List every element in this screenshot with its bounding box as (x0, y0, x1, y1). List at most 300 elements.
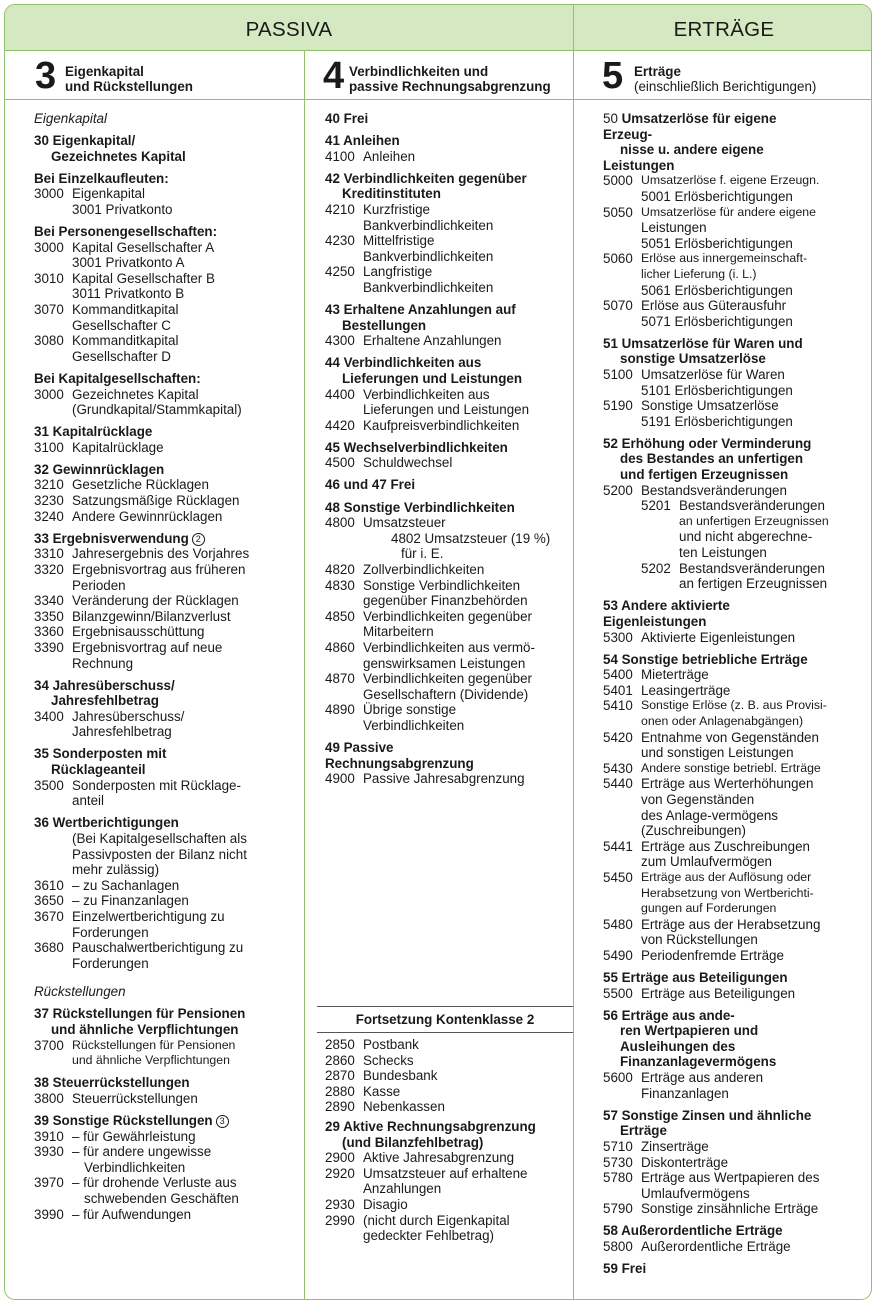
account-text: 3310 (34, 546, 64, 562)
account-text: Verbindlichkeiten gegenüber (363, 608, 532, 624)
account-text: Kommanditkapital (72, 302, 179, 318)
class-5-accounts (603, 111, 871, 1277)
footnote-2-marker: 2 (192, 533, 205, 546)
account-text: Umsatzerlöse für andere eigene (641, 204, 816, 219)
account-row (325, 515, 571, 531)
account-text: Kurzfristige (363, 201, 430, 217)
account-text: Umsatzerlöse für Waren (641, 367, 785, 382)
account-text: Verbindlichkeiten (363, 717, 465, 733)
header-band (5, 5, 871, 51)
account-text: Verbindlichkeiten (84, 1159, 186, 1175)
account-row (603, 1170, 871, 1186)
account-row (603, 698, 871, 714)
account-text: 3670 (34, 908, 64, 924)
account-text: Ergebnisvortrag auf neue (72, 639, 223, 655)
account-row (603, 251, 871, 267)
class-title (634, 65, 816, 94)
account-text: Bundesbank (363, 1068, 438, 1084)
account-line (603, 189, 871, 205)
account-text: 4500 (325, 455, 355, 471)
account-row (34, 709, 296, 725)
account-text: 3230 (34, 493, 64, 509)
account-text: Erlöse aus Güterausfuhr (641, 298, 787, 314)
account-text: Postbank (363, 1037, 419, 1052)
account-text: Zollverbindlichkeiten (363, 561, 485, 577)
account-text: – zu Sachanlagen (72, 877, 180, 893)
account-text: 5050 (603, 204, 633, 220)
account-text: und fertigen Erzeugnissen (620, 467, 789, 483)
account-text: Erträge aus der Auflösung oder (641, 869, 812, 884)
account-text: Bestandsveränderungen (641, 482, 787, 498)
account-text: Lieferungen und Leistungen (363, 402, 530, 418)
account-text: Pauschalwertberichtigung zu (72, 940, 244, 956)
account-row (34, 493, 296, 509)
account-text: licher Lieferung (i. L.) (641, 266, 757, 281)
account-row (325, 1197, 571, 1213)
account-text: 2930 (325, 1196, 355, 1212)
divider (317, 1032, 573, 1033)
account-group: 45 Wechselverbindlichkeiten (325, 439, 508, 455)
account-row (34, 271, 296, 287)
account-row (603, 870, 871, 886)
account-row (603, 839, 871, 855)
account-text: Rückstellungen für Pensionen (72, 1037, 236, 1052)
account-row (325, 1037, 571, 1053)
account-text: 3910 (34, 1128, 64, 1144)
continuation-heading: Fortsetzung Kontenklasse 2 (355, 1012, 535, 1027)
account-text: Bankverbindlichkeiten (363, 248, 494, 264)
account-text: von Gegenständen (641, 791, 755, 807)
account-row (34, 333, 296, 349)
account-text: 5780 (603, 1170, 633, 1186)
account-row (325, 455, 571, 471)
account-text: Jahresüberschuss/ (72, 708, 185, 724)
column-divider (304, 51, 305, 1299)
account-text: Veränderung der Rücklagen (72, 593, 239, 609)
account-row (34, 1091, 296, 1107)
account-text: gedeckter Fehlbetrag) (363, 1228, 495, 1244)
account-row (603, 483, 871, 499)
account-text: 5441 (603, 838, 633, 854)
account-row (325, 1099, 571, 1115)
account-text: Sonstige Umsatzerlöse (641, 398, 779, 414)
account-text: Erhaltene Anzahlungen (363, 333, 502, 349)
account-text: gegenüber Finanzbehörden (363, 593, 528, 609)
account-text: Kapitalrücklage (72, 439, 164, 455)
account-text: Bankverbindlichkeiten (363, 217, 494, 233)
account-text: Aktivierte Eigenleistungen (641, 629, 796, 645)
ertraege-title: ERTRÄGE (673, 18, 775, 41)
account-text: Erträge aus Zuschreibungen (641, 838, 810, 854)
class-3-header (5, 51, 304, 100)
account-text: 3000 (34, 186, 64, 202)
account-text: Erträge aus anderen (641, 1070, 764, 1086)
account-text: Erträge (634, 64, 681, 79)
account-row (325, 387, 571, 403)
account-text: anteil (72, 793, 105, 809)
account-text: Verbindlichkeiten aus (363, 386, 490, 402)
account-row (325, 1213, 571, 1229)
account-text: Rückstellungen (34, 984, 126, 1000)
account-text: 3000 (34, 386, 64, 402)
account-text: Einzelwertberichtigung zu (72, 908, 225, 924)
account-text: Sonstige Erlöse (z. B. aus Provisi- (641, 698, 827, 713)
account-row (34, 1038, 296, 1054)
account-text: 5070 (603, 298, 633, 314)
account-text: Nebenkassen (363, 1099, 445, 1115)
account-text: Steuerrückstellungen (72, 1090, 198, 1106)
account-row (325, 562, 571, 578)
divider (317, 1006, 573, 1007)
account-group: 56 Erträge aus ande- (603, 1007, 735, 1023)
account-text: 4860 (325, 639, 355, 655)
account-text: 2880 (325, 1083, 355, 1099)
account-text: 3700 (34, 1037, 64, 1053)
account-text: 3990 (34, 1206, 64, 1222)
account-row (34, 1144, 296, 1160)
account-text: 3240 (34, 508, 64, 524)
account-row (34, 940, 296, 956)
account-row (603, 683, 871, 699)
account-row (325, 1068, 571, 1084)
account-text: 3010 (34, 270, 64, 286)
account-text: 4850 (325, 608, 355, 624)
account-row (603, 561, 871, 577)
account-text: 5790 (603, 1201, 633, 1217)
account-row (603, 1201, 871, 1217)
account-text: – für Aufwendungen (72, 1206, 192, 1222)
account-row (603, 917, 871, 933)
account-text: Gesetzliche Rücklagen (72, 477, 209, 493)
account-text: Ergebnisvortrag aus früheren (72, 561, 246, 577)
account-text: Bestellungen (342, 317, 427, 333)
account-group (34, 1113, 296, 1129)
account-group: 49 Passive (325, 739, 394, 755)
account-row (325, 1150, 571, 1166)
account-text: Kommanditkapital (72, 333, 179, 349)
account-row (603, 1239, 871, 1255)
account-text: 3210 (34, 477, 64, 493)
account-text: Ergebnisausschüttung (72, 624, 205, 640)
account-text: Gezeichnetes Kapital (72, 386, 199, 402)
account-text: 39 Sonstige Rückstellungen (34, 1112, 213, 1128)
account-row (34, 878, 296, 894)
account-text: Umsatzerlöse f. eigene Erzeugn. (641, 173, 820, 188)
account-row (603, 298, 871, 314)
account-text: 3360 (34, 624, 64, 640)
account-text: 5200 (603, 482, 633, 498)
account-text: 5490 (603, 947, 633, 963)
account-text: Eigenleistungen (603, 613, 707, 629)
account-text: 5202 (641, 560, 671, 576)
class-4-accounts (325, 111, 571, 787)
account-row (34, 302, 296, 318)
account-text: Schecks (363, 1052, 414, 1068)
account-text: Andere sonstige betriebl. Erträge (641, 760, 821, 775)
account-text: 3001 Privatkonto (72, 201, 173, 217)
account-group (34, 531, 296, 547)
account-row (603, 367, 871, 383)
account-text: an unfertigen Erzeugnissen (679, 513, 829, 528)
account-text: Umsatzerlöse für eigene (621, 111, 777, 126)
account-group: 44 Verbindlichkeiten aus (325, 355, 482, 371)
account-text: 4870 (325, 671, 355, 687)
account-text: 50 (603, 111, 618, 126)
account-text: Gesellschafter C (72, 317, 171, 333)
account-text: Mittelfristige (363, 233, 435, 249)
account-group (603, 111, 871, 127)
account-text: und nicht abgerechne- (679, 529, 813, 545)
account-group: 36 Wertberichtigungen (34, 815, 179, 831)
account-text: mehr zulässig) (72, 862, 160, 878)
account-row (34, 593, 296, 609)
account-text: und sonstigen Leistungen (641, 745, 794, 761)
account-text: Mieterträge (641, 667, 709, 683)
account-text: Verbindlichkeiten aus vermö- (363, 639, 535, 655)
account-text: Rechnungsabgrenzung (325, 755, 474, 771)
account-row (603, 398, 871, 414)
account-text: schwebenden Geschäften (84, 1190, 239, 1206)
account-text: und ähnliche Verpflichtungen (51, 1021, 239, 1037)
account-row (603, 761, 871, 777)
account-text: onen oder Anlagenabgängen) (641, 713, 804, 728)
account-text: Anzahlungen (363, 1181, 442, 1197)
account-text: Außerordentliche Erträge (641, 1238, 791, 1254)
account-group: 32 Gewinnrücklagen (34, 461, 165, 477)
account-text: 5400 (603, 667, 633, 683)
account-text: Jahresfehlbetrag (51, 693, 159, 709)
account-row (325, 233, 571, 249)
account-row (34, 1175, 296, 1191)
account-text: Herabsetzung von Wertberichti- (641, 885, 814, 900)
account-text: und Rückstellungen (65, 78, 193, 94)
account-text: 5000 (603, 173, 633, 189)
account-group: 51 Umsatzerlöse für Waren und (603, 335, 803, 351)
account-text: Eigenkapital (34, 111, 107, 126)
account-text: Kasse (363, 1083, 401, 1099)
account-text: Rücklageanteil (51, 762, 146, 778)
account-row (34, 1129, 296, 1145)
account-row (34, 477, 296, 493)
account-row (34, 186, 296, 202)
account-row (325, 702, 571, 718)
account-row (603, 205, 871, 221)
account-text: Passivposten der Bilanz nicht (72, 846, 247, 862)
account-text: 5051 Erlösberichtigungen (641, 235, 793, 251)
account-text: sonstige Umsatzerlöse (620, 351, 766, 367)
footnote-3-marker: 3 (216, 1115, 229, 1128)
account-row (325, 771, 571, 787)
class-number: 5 (602, 55, 624, 97)
account-text: 2870 (325, 1068, 355, 1084)
account-group: 43 Erhaltene Anzahlungen auf (325, 302, 516, 318)
account-text: Erzeug- (603, 126, 653, 142)
account-text: genswirksamen Leistungen (363, 655, 526, 671)
account-text: Leistungen (641, 220, 707, 236)
account-row (34, 387, 296, 403)
account-group: 29 Aktive Rechnungsabgrenzung (325, 1118, 536, 1134)
account-text: Verbindlichkeiten und (349, 64, 489, 79)
account-text: 5600 (603, 1070, 633, 1086)
account-group: 46 und 47 Frei (325, 477, 416, 493)
account-text: Rechnung (72, 655, 134, 671)
account-text: 5730 (603, 1154, 633, 1170)
account-text: 4830 (325, 577, 355, 593)
account-text: Lieferungen und Leistungen (342, 370, 523, 386)
account-row (34, 778, 296, 794)
account-text: Jahresfehlbetrag (72, 724, 172, 740)
account-group: 59 Frei (603, 1261, 647, 1277)
class-5-header (574, 51, 872, 100)
account-text: Bestandsveränderungen (679, 560, 825, 576)
account-text: Umlaufvermögens (641, 1185, 750, 1201)
account-row (34, 624, 296, 640)
account-text: Umsatzsteuer (363, 515, 446, 531)
account-text: – für andere ungewisse (72, 1144, 212, 1160)
account-row (603, 1155, 871, 1171)
account-row (603, 630, 871, 646)
account-text: Sonstige zinsähnliche Erträge (641, 1201, 819, 1217)
account-group: 53 Andere aktivierte (603, 598, 730, 614)
column-divider (573, 5, 574, 1299)
account-row (34, 546, 296, 562)
account-row (34, 1207, 296, 1223)
account-text: (nicht durch Eigenkapital (363, 1212, 510, 1228)
account-text: Bestandsveränderungen (679, 498, 825, 514)
account-text: 2900 (325, 1150, 355, 1166)
account-text: 4800 (325, 515, 355, 531)
account-text: Perioden (72, 577, 126, 593)
account-text: Zinserträge (641, 1138, 709, 1154)
account-text: Erträge aus Werterhöhungen (641, 776, 814, 792)
account-text: Kaufpreisverbindlichkeiten (363, 417, 520, 433)
account-text: 4900 (325, 771, 355, 787)
account-text: 5060 (603, 251, 633, 267)
account-text: Erträge aus Beteiligungen (641, 985, 796, 1001)
account-row (325, 1053, 571, 1069)
account-text: 3500 (34, 777, 64, 793)
account-text: 2920 (325, 1165, 355, 1181)
account-group: 35 Sonderposten mit (34, 746, 167, 762)
account-row (34, 240, 296, 256)
account-text: Kreditinstituten (342, 186, 441, 202)
account-text: 5500 (603, 985, 633, 1001)
account-row (325, 671, 571, 687)
account-text: 5300 (603, 629, 633, 645)
account-text: Entnahme von Gegenständen (641, 729, 819, 745)
class-number: 4 (323, 55, 345, 97)
account-text: 5191 Erlösberichtigungen (641, 413, 793, 429)
account-text: und ähnliche Verpflichtungen (72, 1053, 230, 1068)
account-text: 5401 (603, 682, 633, 698)
account-text: 5061 Erlösberichtigungen (641, 282, 793, 298)
account-text: 5071 Erlösberichtigungen (641, 313, 793, 329)
account-text: (einschließlich Berichtigungen) (634, 78, 817, 94)
account-text: Ausleihungen des (620, 1038, 736, 1054)
account-text: Verbindlichkeiten gegenüber (363, 671, 532, 687)
account-group: 55 Erträge aus Beteiligungen (603, 969, 788, 985)
account-text: 5001 Erlösberichtigungen (641, 188, 793, 204)
account-row (34, 562, 296, 578)
account-text: Bankverbindlichkeiten (363, 279, 494, 295)
account-text: 3011 Privatkonto B (72, 286, 185, 302)
account-text: 5100 (603, 367, 633, 382)
account-text: 4300 (325, 333, 355, 349)
account-group: 41 Anleihen (325, 133, 400, 149)
account-text: Erträge aus der Herabsetzung (641, 916, 821, 932)
account-text: 5440 (603, 776, 633, 792)
account-row (34, 440, 296, 456)
account-group: 42 Verbindlichkeiten gegenüber (325, 170, 527, 186)
account-text: 3001 Privatkonto A (72, 255, 185, 271)
account-row (603, 1070, 871, 1086)
account-text: 4100 (325, 148, 355, 164)
account-text: 3650 (34, 893, 64, 909)
account-text: 5710 (603, 1138, 633, 1154)
account-group: 38 Steuerrückstellungen (34, 1075, 190, 1091)
account-row (325, 202, 571, 218)
account-text: Passive Jahresabgrenzung (363, 771, 525, 787)
account-text: Anleihen (363, 148, 416, 164)
account-group: 37 Rückstellungen für Pensionen (34, 1006, 246, 1022)
account-text: 5430 (603, 760, 633, 776)
account-row (325, 640, 571, 656)
account-text: gungen auf Forderungen (641, 901, 777, 916)
class-title (65, 65, 193, 94)
account-text: Erträge aus Wertpapieren des (641, 1170, 820, 1186)
account-text: Jahresergebnis des Vorjahres (72, 546, 250, 562)
account-text: Andere Gewinnrücklagen (72, 508, 223, 524)
account-text: – für Gewährleistung (72, 1128, 196, 1144)
account-row (603, 948, 871, 964)
account-line (34, 202, 296, 218)
account-text: Übrige sonstige (363, 702, 457, 718)
account-text: Bei Kapitalgesellschaften: (34, 370, 201, 386)
account-text: Eigenkapital (65, 64, 144, 79)
account-text: 3930 (34, 1144, 64, 1160)
account-text: 5420 (603, 729, 633, 745)
account-text: 4210 (325, 201, 355, 217)
account-text: Mitarbeitern (363, 624, 434, 640)
account-text: passive Rechnungsabgrenzung (349, 78, 551, 94)
account-text: Diskonterträge (641, 1154, 729, 1170)
class-3-accounts (34, 111, 296, 1222)
account-group: 54 Sonstige betriebliche Erträge (603, 651, 808, 667)
account-group: 31 Kapitalrücklage (34, 424, 153, 440)
account-text: – für drohende Verluste aus (72, 1175, 237, 1191)
account-text: des Anlage-vermögens (641, 807, 778, 823)
account-text: 4890 (325, 702, 355, 718)
account-text: 3100 (34, 439, 64, 455)
account-text: 5800 (603, 1238, 633, 1254)
account-text: Gesellschafter D (72, 348, 171, 364)
account-text: 3350 (34, 608, 64, 624)
account-row (325, 149, 571, 165)
account-row (325, 418, 571, 434)
account-text: Finanzanlagevermögens (620, 1054, 777, 1070)
account-text: 5410 (603, 698, 633, 714)
account-group: 34 Jahresüberschuss/ (34, 677, 175, 693)
account-text: Aktive Jahresabgrenzung (363, 1150, 515, 1166)
account-text: Leasingerträge (641, 682, 731, 698)
account-row (325, 578, 571, 594)
account-text: 5201 (641, 498, 671, 514)
account-text: Kapital Gesellschafter A (72, 239, 215, 255)
account-text: 5480 (603, 916, 633, 932)
account-text: 4230 (325, 233, 355, 249)
account-text: (Bei Kapitalgesellschaften als (72, 830, 247, 846)
account-text: Gezeichnetes Kapital (51, 148, 186, 164)
